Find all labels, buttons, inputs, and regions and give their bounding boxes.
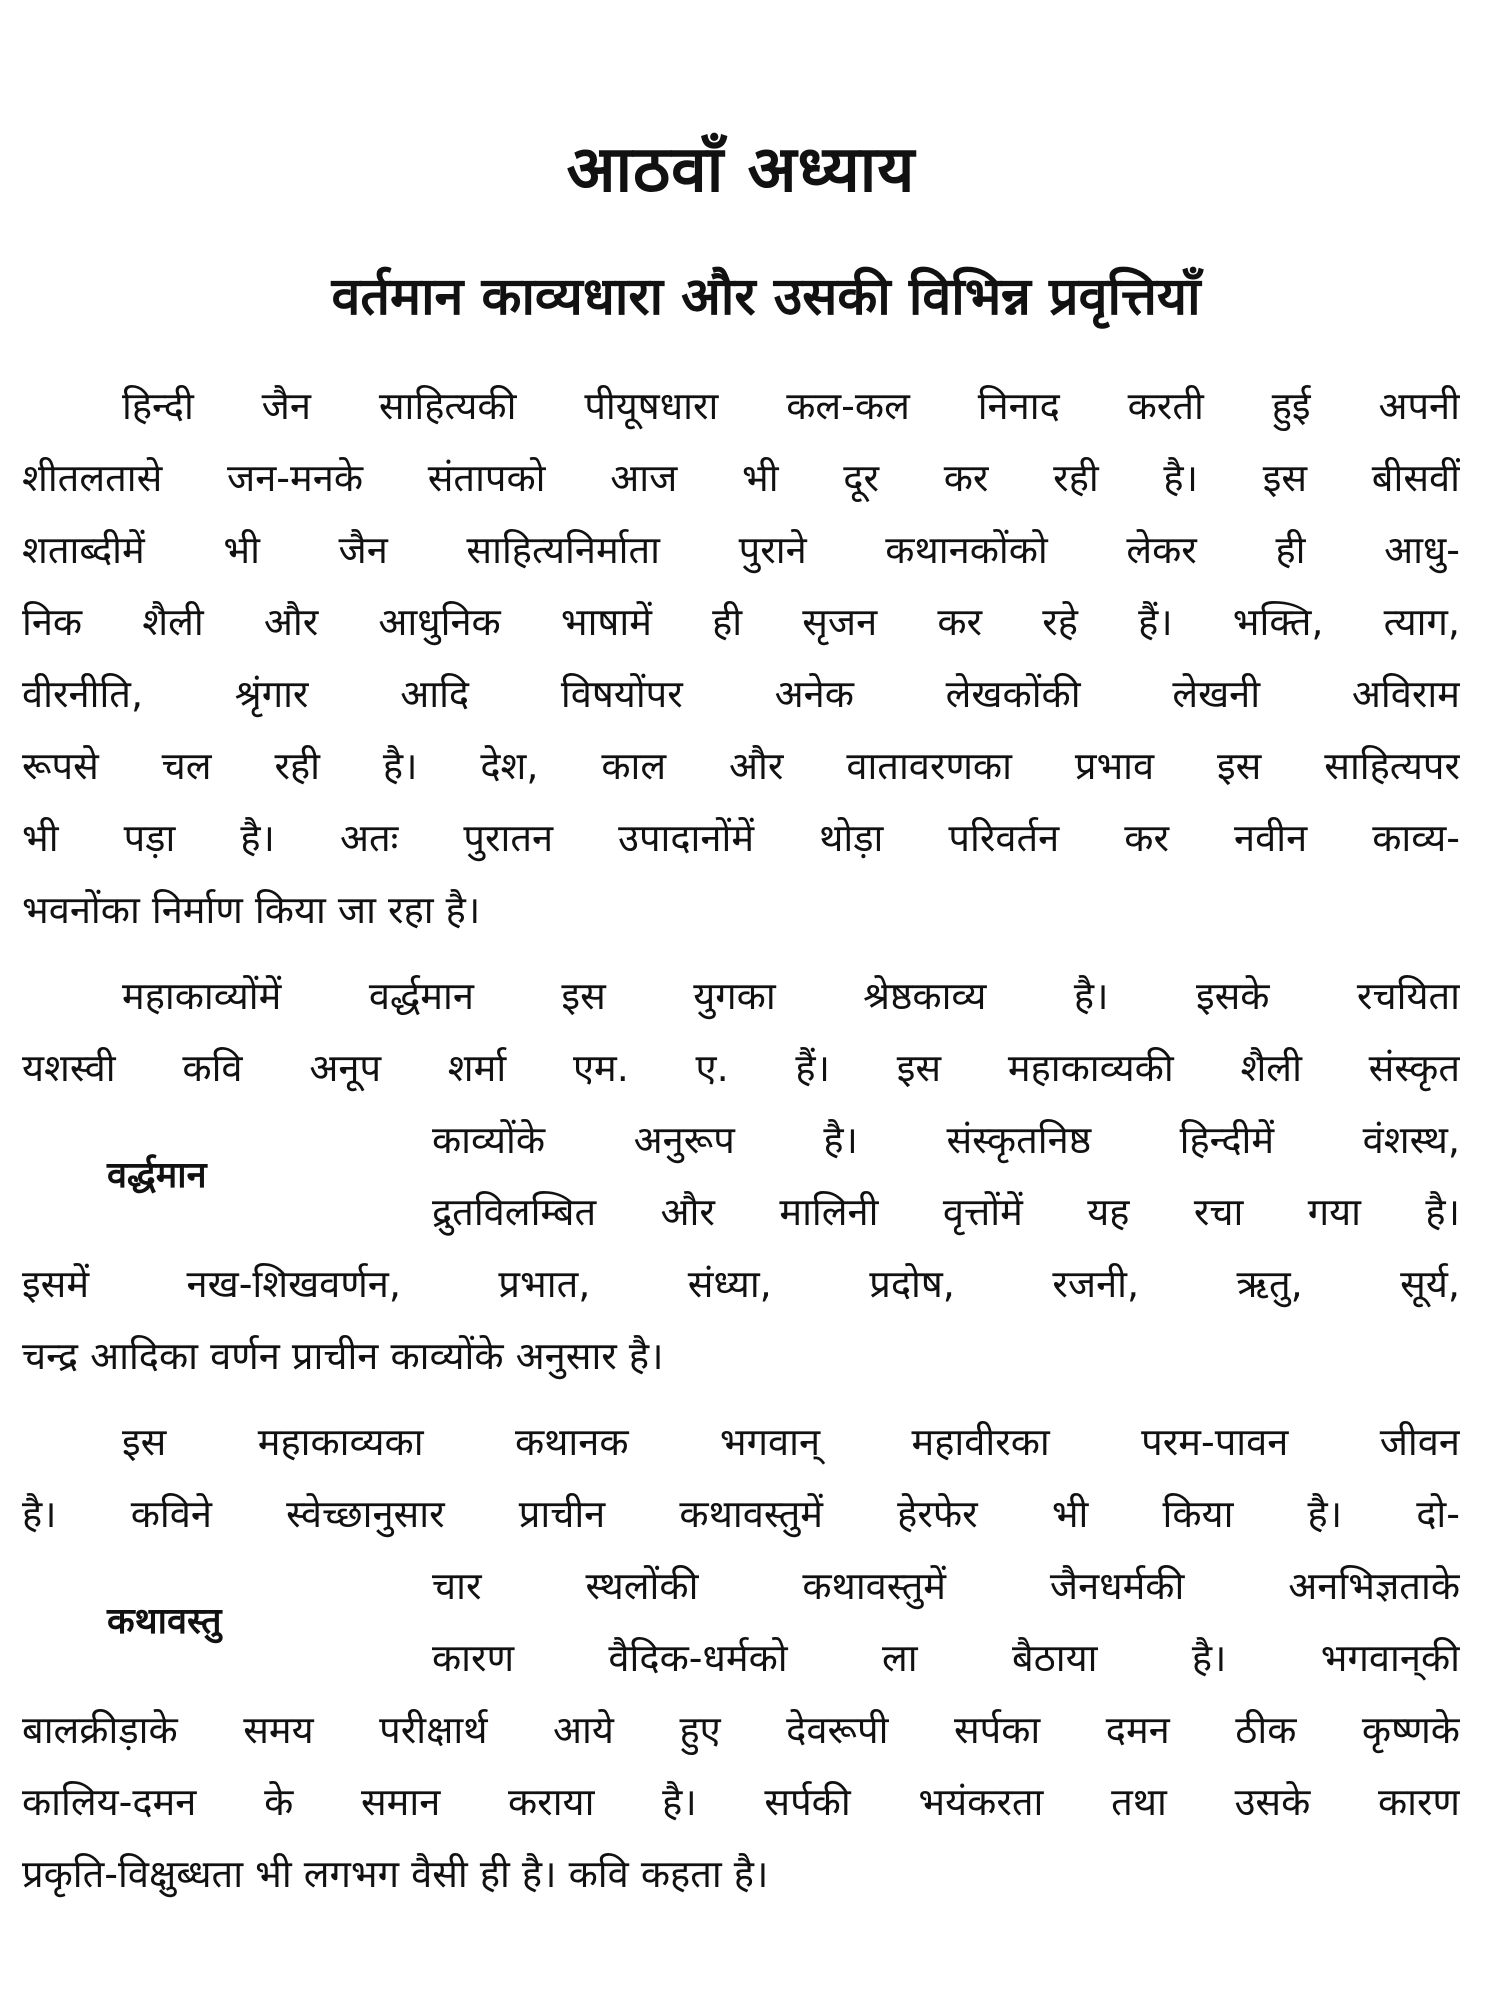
text-line: शताब्दीमें भी जैन साहित्यनिर्माता पुराने कथानकोंको लेकर ही आधु- xyxy=(22,528,1460,572)
text-line: भी पड़ा है। अतः पुरातन उपादानोंमें थोड़ा परिवर्तन कर नवीन काव्य- xyxy=(22,816,1460,860)
side-label-vardhaman: वर्द्धमान xyxy=(107,1155,207,1196)
section-heading: वर्तमान काव्यधारा और उसकी विभिन्न प्रवृत्तियाँ xyxy=(331,267,1201,327)
paragraph-1 xyxy=(22,370,1460,946)
text-line: है। कविने स्वेच्छानुसार प्राचीन कथावस्तुमें हेरफेर भी किया है। दो- xyxy=(22,1492,1460,1536)
text-line: चार स्थलोंकी कथावस्तुमें जैनधर्मकी अनभिज्ञताके xyxy=(432,1564,1460,1608)
text-line: महाकाव्योंमें वर्द्धमान इस युगका श्रेष्ठकाव्य है। इसके रचयिता xyxy=(122,974,1460,1018)
paragraph-3 xyxy=(22,1406,1460,1910)
text-line: निक शैली और आधुनिक भाषामें ही सृजन कर रहे हैं। भक्ति, त्याग, xyxy=(22,600,1460,644)
text-line: बालक्रीड़ाके समय परीक्षार्थ आये हुए देवरूपी सर्पका दमन ठीक कृष्णके xyxy=(22,1708,1460,1752)
side-label-kathavastu: कथावस्तु xyxy=(107,1601,222,1642)
paragraph-2 xyxy=(22,960,1460,1392)
text-line: भवनोंका निर्माण किया जा रहा है। xyxy=(22,888,481,932)
chapter-title: आठवाँ अध्याय xyxy=(566,133,916,207)
text-line: कालिय-दमन के समान कराया है। सर्पकी भयंकरता तथा उसके कारण xyxy=(22,1780,1460,1824)
text-line: इसमें नख-शिखवर्णन, प्रभात, संध्या, प्रदोष, रजनी, ऋतु, सूर्य, xyxy=(22,1262,1460,1306)
text-line: रूपसे चल रही है। देश, काल और वातावरणका प्रभाव इस साहित्यपर xyxy=(22,744,1460,788)
text-line: कारण वैदिक-धर्मको ला बैठाया है। भगवान्‌की xyxy=(432,1636,1460,1680)
text-line: प्रकृति-विक्षुब्धता भी लगभग वैसी ही है। कवि कहता है। xyxy=(22,1852,769,1896)
text-line: द्रुतविलम्बित और मालिनी वृत्तोंमें यह रचा गया है। xyxy=(432,1190,1460,1234)
text-line: वीरनीति, श्रृंगार आदि विषयोंपर अनेक लेखकोंकी लेखनी अविराम xyxy=(22,672,1460,716)
text-line: इस महाकाव्यका कथानक भगवान् महावीरका परम-पावन जीवन xyxy=(122,1420,1460,1464)
text-line: हिन्दी जैन साहित्यकी पीयूषधारा कल-कल निनाद करती हुई अपनी xyxy=(122,384,1460,428)
text-line: यशस्वी कवि अनूप शर्मा एम. ए. हैं। इस महाकाव्यकी शैली संस्कृत xyxy=(22,1046,1460,1090)
text-line: चन्द्र आदिका वर्णन प्राचीन काव्योंके अनुसार है। xyxy=(22,1334,664,1378)
text-line: काव्योंके अनुरूप है। संस्कृतनिष्ठ हिन्दीमें वंशस्थ, xyxy=(432,1118,1460,1162)
text-line: शीतलतासे जन-मनके संतापको आज भी दूर कर रही है। इस बीसवीं xyxy=(22,456,1460,500)
